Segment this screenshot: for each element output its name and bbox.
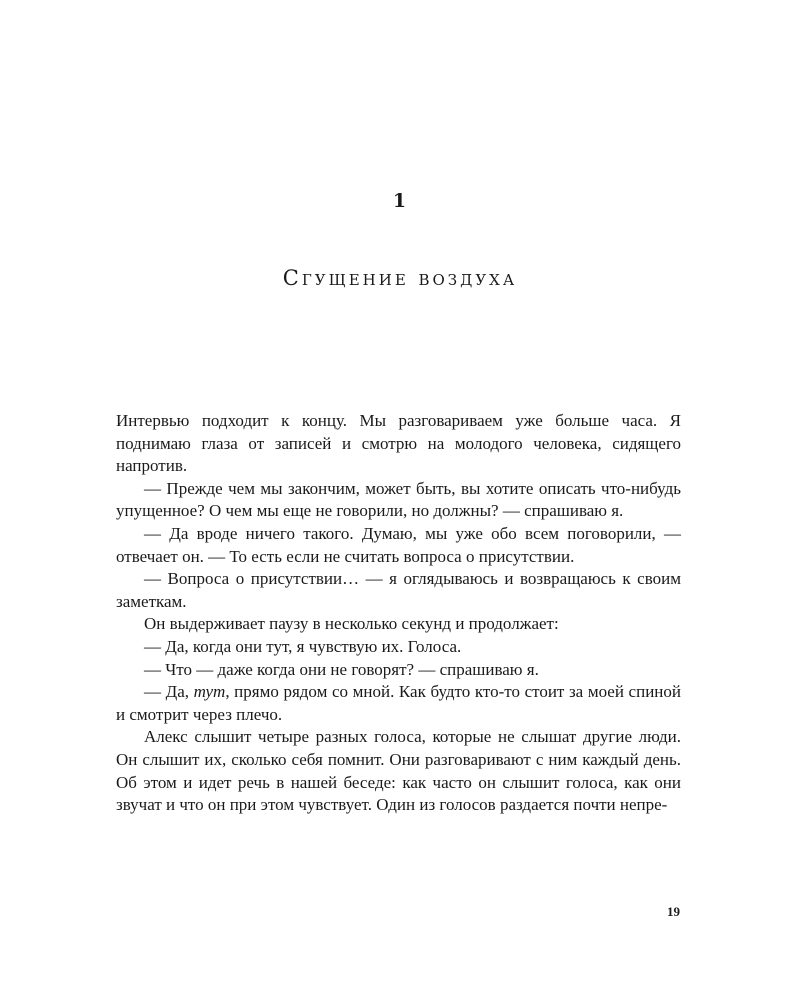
paragraph-text: — Да,: [144, 682, 194, 702]
paragraph-text: , прямо рядом со мной. Как будто кто-то стоит за моей спиной и смотрит через плечо.: [116, 682, 681, 724]
paragraph: Он выдерживает паузу в несколько секунд и продолжает:: [144, 614, 559, 634]
emphasized-word: тут: [193, 682, 226, 702]
paragraph: Интервью подходит к концу. Мы разговариваем уже больше часа. Я поднимаю глаза от записей и смотрю на молодого человека, сидящего напротив.: [116, 411, 681, 476]
chapter-number: 1: [392, 190, 408, 212]
page-number: 19: [667, 904, 680, 919]
paragraph: — Что — даже когда они не говорят? — спрашиваю я.: [144, 659, 539, 679]
paragraph: — Прежде чем мы закончим, может быть, вы хотите описать что-нибудь упущенное? О чем мы еще не говорили, но должны? — спрашиваю я.: [116, 478, 681, 521]
chapter-body: [116, 410, 681, 817]
paragraph: — Вопроса о присутствии… — я оглядываюсь и возвращаюсь к своим заметкам.: [116, 569, 681, 611]
chapter-title: Сгущение воздуха: [282, 266, 518, 290]
paragraph: — Да вроде ничего такого. Думаю, мы уже обо всем поговорили, — отвечает он. — То есть если не считать вопроса о присутствии.: [116, 523, 681, 566]
paragraph: [116, 681, 681, 726]
paragraph: — Да, когда они тут, я чувствую их. Голоса.: [144, 636, 462, 656]
paragraph: Алекс слышит четыре разных голоса, которые не слышат другие люди. Он слышит их, сколько себя помнит. Они разговаривают с ним каждый день. Об этом и идет речь в нашей беседе: как часто он слышит голоса, как они звучат и что он при этом чувствует. Один из голосов раздается почти непре-: [116, 727, 681, 815]
